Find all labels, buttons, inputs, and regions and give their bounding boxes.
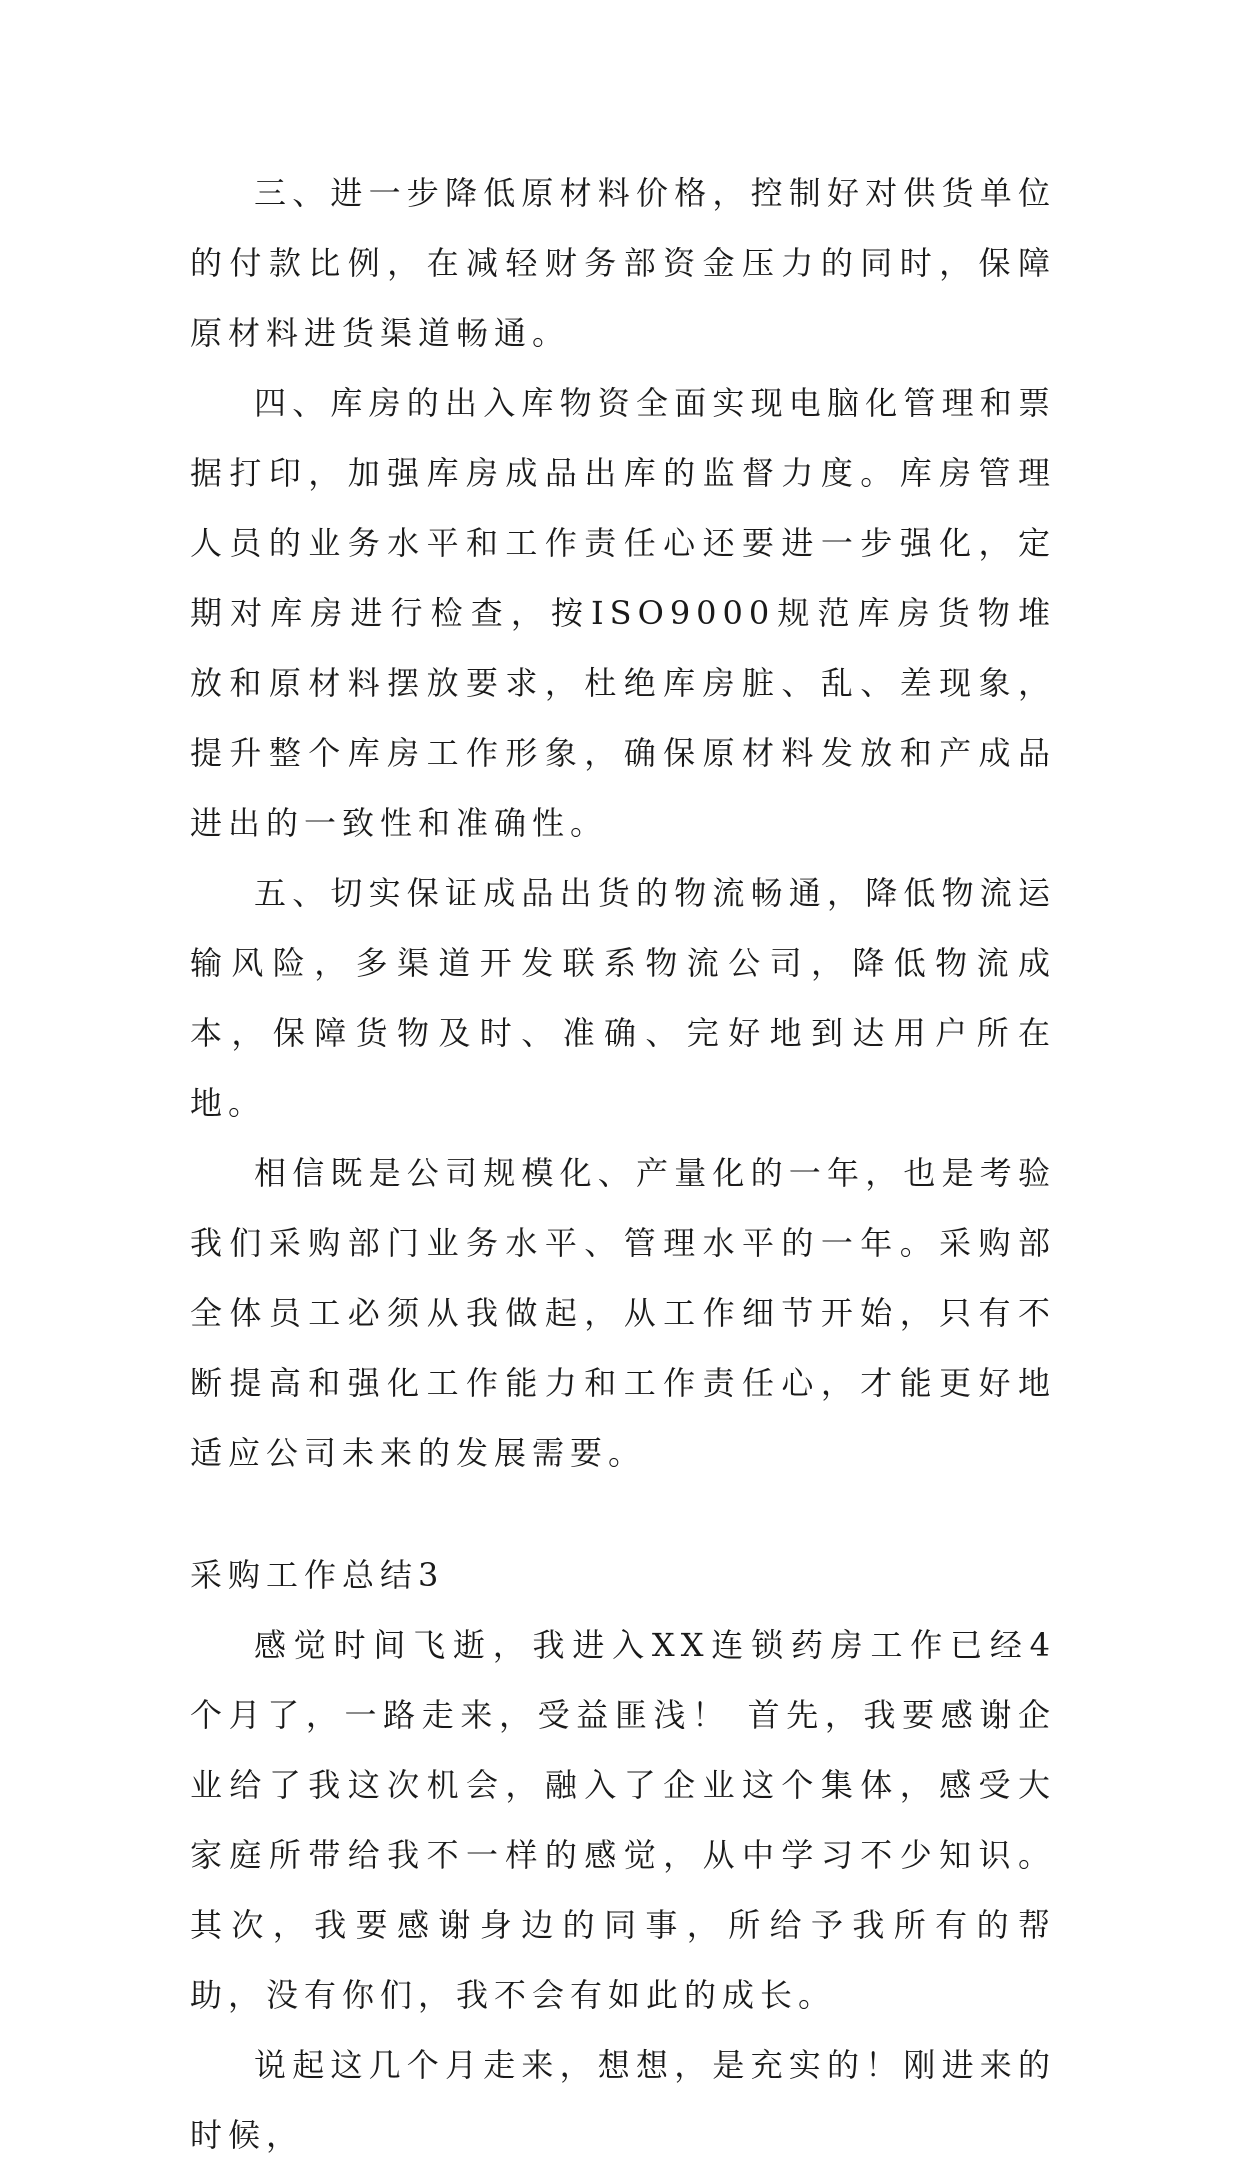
paragraph-intro: 感觉时间飞逝，我进入XX连锁药房工作已经4个月了，一路走来，受益匪浅！ 首先，我要感谢企业给了我这次机会，融入了企业这个集体，感受大家庭所带给我不一样的感觉，从中学习不少知识。其次，我要感谢身边的同事，所给予我所有的帮助，没有你们，我不会有如此的成长。 bbox=[190, 1626, 1056, 2014]
paragraph-conclusion: 相信既是公司规模化、产量化的一年，也是考验我们采购部门业务水平、管理水平的一年。采购部全体员工必须从我做起，从工作细节开始，只有不断提高和强化工作能力和工作责任心，才能更好地适应公司未来的发展需要。 bbox=[190, 1154, 1056, 1472]
section-title: 采购工作总结3 bbox=[190, 1556, 445, 1594]
paragraph-item-4: 四、库房的出入库物资全面实现电脑化管理和票据打印，加强库房成品出库的监督力度。库房管理人员的业务水平和工作责任心还要进一步强化，定期对库房进行检查，按ISO9000规范库房货物堆放和原材料摆放要求，杜绝库房脏、乱、差现象，提升整个库房工作形象，确保原材料发放和产成品进出的一致性和准确性。 bbox=[190, 384, 1056, 842]
document-body bbox=[190, 158, 1056, 2170]
paragraph-item-3: 三、进一步降低原材料价格，控制好对供货单位的付款比例，在减轻财务部资金压力的同时，保障原材料进货渠道畅通。 bbox=[190, 174, 1056, 352]
paragraph-item-5: 五、切实保证成品出货的物流畅通，降低物流运输风险，多渠道开发联系物流公司，降低物流成本，保障货物及时、准确、完好地到达用户所在地。 bbox=[190, 874, 1056, 1122]
paragraph-continuation: 说起这几个月走来，想想，是充实的！刚进来的时候， bbox=[190, 2046, 1056, 2154]
